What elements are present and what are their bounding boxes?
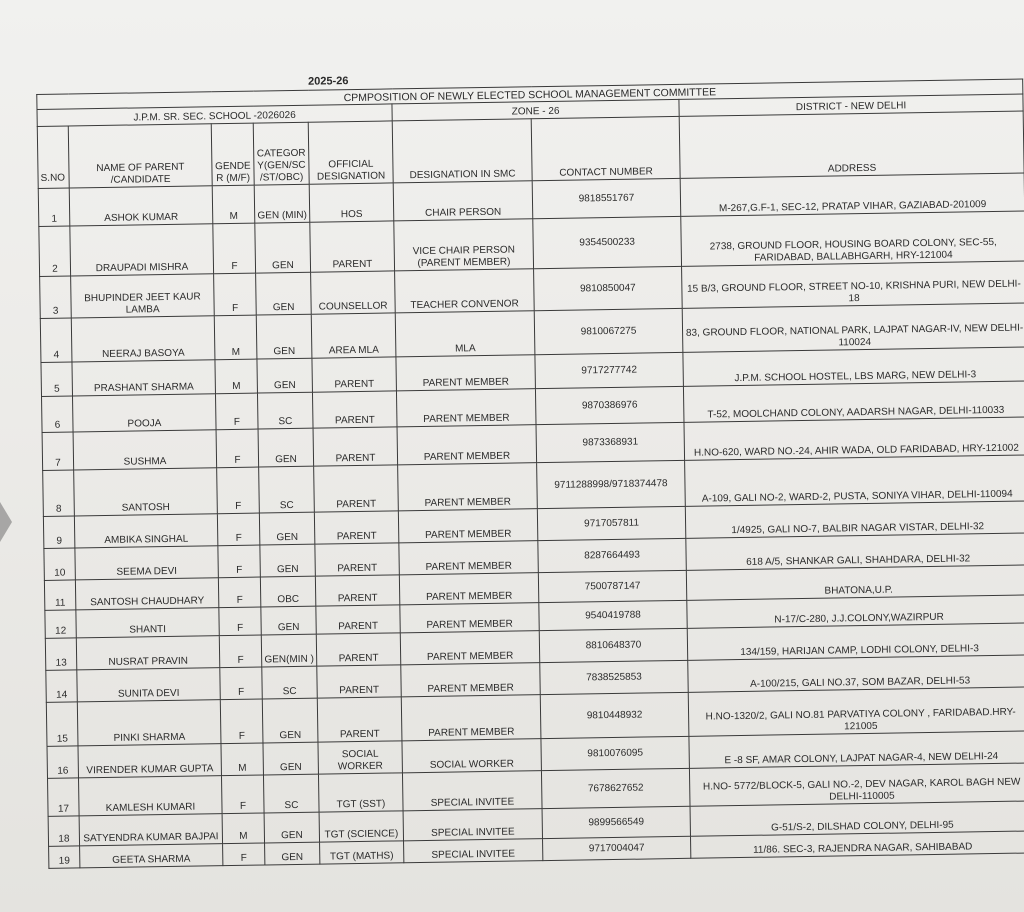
cell-sno: 16 bbox=[47, 746, 78, 778]
cell-gender: F bbox=[214, 273, 257, 316]
cell-smc-designation: PARENT MEMBER bbox=[401, 695, 541, 741]
cell-official-designation: TGT (MATHS) bbox=[320, 841, 404, 864]
cell-smc-designation: PARENT MEMBER bbox=[400, 631, 539, 665]
cell-contact: 9810067275 bbox=[534, 308, 683, 354]
cell-gender: F bbox=[217, 513, 259, 546]
cell-official-designation: AREA MLA bbox=[311, 313, 396, 358]
cell-gender: M bbox=[215, 359, 258, 394]
cell-category: GEN bbox=[263, 742, 318, 775]
cell-sno: 6 bbox=[42, 396, 74, 432]
cell-gender: F bbox=[220, 667, 262, 700]
cell-address: J.P.M. SCHOOL HOSTEL, LBS MARG, NEW DELHI-3 bbox=[683, 347, 1024, 386]
cell-smc-designation: SPECIAL INVITEE bbox=[404, 839, 543, 863]
document-year: 2025-26 bbox=[307, 75, 349, 88]
cell-contact: 9870386976 bbox=[535, 386, 684, 424]
cell-smc-designation: PARENT MEMBER bbox=[397, 425, 537, 465]
cell-smc-designation: PARENT MEMBER bbox=[396, 355, 536, 391]
header-category: CATEGOR Y(GEN/SC /ST/OBC) bbox=[253, 122, 309, 185]
cell-sno: 7 bbox=[42, 432, 74, 470]
cell-gender: M bbox=[221, 743, 263, 776]
cell-smc-designation: PARENT MEMBER bbox=[401, 663, 540, 697]
header-address: ADDRESS bbox=[679, 111, 1024, 178]
cell-gender: F bbox=[221, 775, 264, 814]
cell-sno: 1 bbox=[38, 188, 70, 226]
cell-official-designation: PARENT bbox=[313, 427, 398, 466]
cell-category: OBC bbox=[260, 576, 315, 607]
cell-official-designation: PARENT bbox=[310, 221, 395, 272]
cell-official-designation: PARENT bbox=[315, 575, 399, 606]
cell-name: AMBIKA SINGHAL bbox=[74, 514, 217, 548]
cell-smc-designation: SPECIAL INVITEE bbox=[403, 809, 542, 841]
cell-official-designation: PARENT bbox=[314, 465, 399, 512]
cell-gender: M bbox=[222, 813, 264, 844]
cell-name: VIRENDER KUMAR GUPTA bbox=[78, 744, 221, 778]
cell-smc-designation: PARENT MEMBER bbox=[398, 509, 537, 543]
cell-sno: 3 bbox=[40, 276, 72, 318]
cell-gender: M bbox=[212, 185, 255, 224]
cell-sno: 14 bbox=[46, 670, 77, 702]
cell-address: 15 B/3, GROUND FLOOR, STREET NO-10, KRISHNA PURI, NEW DELHI-18 bbox=[682, 261, 1024, 308]
cell-category: GEN bbox=[260, 544, 315, 577]
cell-address: T-52, MOOLCHAND COLONY, AADARSH NAGAR, DELHI-110033 bbox=[683, 381, 1024, 422]
cell-contact: 8810648370 bbox=[539, 628, 687, 662]
cell-sno: 11 bbox=[44, 580, 75, 610]
cell-name: SUSHMA bbox=[73, 430, 217, 470]
cell-contact: 9717057811 bbox=[537, 506, 685, 540]
cell-smc-designation: VICE CHAIR PERSON (PARENT MEMBER) bbox=[394, 219, 534, 271]
cell-gender: F bbox=[218, 545, 260, 578]
cell-name: SHANTI bbox=[76, 608, 219, 638]
cell-category: SC bbox=[262, 666, 317, 699]
cell-sno: 2 bbox=[39, 226, 71, 276]
cell-contact: 9717004047 bbox=[543, 836, 691, 860]
cell-official-designation: TGT (SST) bbox=[318, 773, 403, 812]
cell-smc-designation: SPECIAL INVITEE bbox=[402, 771, 542, 811]
cell-sno: 13 bbox=[45, 638, 76, 670]
cell-smc-designation: MLA bbox=[395, 311, 535, 357]
cell-sno: 15 bbox=[46, 702, 78, 746]
cell-smc-designation: PARENT MEMBER bbox=[400, 603, 539, 633]
cell-address: 83, GROUND FLOOR, NATIONAL PARK, LAJPAT NAGAR-IV, NEW DELHI-110024 bbox=[682, 303, 1024, 352]
cell-smc-designation: PARENT MEMBER bbox=[399, 541, 538, 575]
cell-category: GEN bbox=[259, 512, 314, 545]
cell-category: GEN bbox=[258, 428, 314, 467]
cell-contact: 9810850047 bbox=[534, 266, 683, 310]
cell-address: H.NO-1320/2, GALI NO.81 PARVATIYA COLONY , FARIDABAD.HRY-121005 bbox=[688, 687, 1024, 736]
cell-official-designation: SOCIAL WORKER bbox=[318, 741, 402, 774]
cell-official-designation: PARENT bbox=[316, 605, 400, 634]
cell-address: A-100/215, GALI NO.37, SOM BAZAR, DELHI-53 bbox=[688, 655, 1024, 692]
cell-address: A-109, GALI NO-2, WARD-2, PUSTA, SONIYA VIHAR, DELHI-110094 bbox=[685, 455, 1024, 506]
cell-category: GEN bbox=[256, 314, 312, 359]
cell-official-designation: PARENT bbox=[317, 697, 402, 742]
cell-category: GEN bbox=[255, 222, 311, 273]
cell-category: GEN bbox=[261, 606, 316, 635]
cell-sno: 10 bbox=[44, 548, 75, 580]
cell-name: PINKI SHARMA bbox=[77, 700, 221, 746]
cell-address: E -8 SF, AMAR COLONY, LAJPAT NAGAR-4, NEW DELHI-24 bbox=[689, 731, 1024, 768]
cell-category: SC bbox=[263, 774, 319, 813]
cell-name: ASHOK KUMAR bbox=[69, 186, 213, 226]
cell-official-designation: PARENT bbox=[314, 511, 398, 544]
cell-smc-designation: PARENT MEMBER bbox=[398, 463, 538, 511]
cell-contact: 9711288998/9718374478 bbox=[537, 460, 686, 508]
header-name: NAME OF PARENT /CANDIDATE bbox=[68, 124, 212, 188]
cell-gender: F bbox=[219, 607, 261, 636]
cell-official-designation: PARENT bbox=[317, 665, 401, 698]
cell-address: 134/159, HARIJAN CAMP, LODHI COLONY, DELHI-3 bbox=[687, 623, 1024, 660]
cell-address: H.NO-620, WARD NO.-24, AHIR WADA, OLD FARIDABAD, HRY-121002 bbox=[684, 417, 1024, 460]
smc-table bbox=[36, 78, 1024, 868]
cell-official-designation: PARENT bbox=[316, 633, 400, 666]
cell-sno: 18 bbox=[48, 816, 79, 846]
cell-contact: 9818551767 bbox=[532, 178, 681, 218]
cell-contact: 9354500233 bbox=[533, 216, 682, 268]
cell-name: BHUPINDER JEET KAUR LAMBA bbox=[71, 274, 215, 318]
cell-gender: F bbox=[216, 429, 259, 468]
cell-category: GEN bbox=[265, 842, 320, 865]
cell-official-designation: HOS bbox=[309, 183, 394, 222]
cell-category: SC bbox=[259, 466, 315, 513]
cell-official-designation: PARENT bbox=[315, 543, 399, 576]
cell-sno: 19 bbox=[49, 846, 80, 868]
cell-name: SATYENDRA KUMAR BAJPAI bbox=[79, 814, 222, 846]
cell-category: GEN bbox=[262, 698, 318, 743]
cell-smc-designation: PARENT MEMBER bbox=[399, 573, 538, 605]
cell-gender: F bbox=[215, 393, 258, 430]
cell-contact: 9717277742 bbox=[535, 352, 684, 388]
cell-contact: 9810076095 bbox=[541, 736, 689, 770]
smc-document bbox=[36, 63, 1024, 869]
cell-smc-designation: TEACHER CONVENOR bbox=[395, 269, 535, 313]
header-smc-designation: DESIGNATION IN SMC bbox=[392, 119, 532, 183]
cell-gender: F bbox=[220, 699, 263, 744]
cell-address: BHATONA,U.P. bbox=[686, 565, 1024, 600]
cell-smc-designation: PARENT MEMBER bbox=[396, 389, 536, 427]
header-sno: S.NO bbox=[37, 126, 69, 188]
cell-gender: M bbox=[214, 315, 257, 360]
cell-name: KAMLESH KUMARI bbox=[78, 776, 222, 816]
cell-address: G-51/S-2, DILSHAD COLONY, DELHI-95 bbox=[690, 801, 1024, 836]
cell-category: SC bbox=[257, 392, 313, 429]
cell-address: 11/86. SEC-3, RAJENDRA NAGAR, SAHIBABAD bbox=[690, 831, 1024, 858]
header-official-designation: OFFICIAL DESIGNATION bbox=[308, 121, 393, 184]
cell-address: 618 A/5, SHANKAR GALI, SHAHDARA, DELHI-32 bbox=[686, 533, 1024, 570]
cell-official-designation: PARENT bbox=[312, 357, 397, 392]
cell-contact: 9873368931 bbox=[536, 422, 685, 462]
cell-name: GEETA SHARMA bbox=[80, 844, 223, 868]
header-gender: GENDE R (M/F) bbox=[211, 123, 254, 186]
cell-name: SUNITA DEVI bbox=[77, 668, 220, 702]
district-label: DISTRICT - NEW DELHI bbox=[679, 94, 1023, 116]
cell-name: SEEMA DEVI bbox=[75, 546, 218, 580]
cell-category: GEN(MIN ) bbox=[261, 634, 316, 667]
cell-category: GEN bbox=[256, 272, 312, 315]
cell-contact: 7500787147 bbox=[538, 570, 686, 602]
cell-gender: F bbox=[217, 467, 260, 514]
cell-address: H.NO- 5772/BLOCK-5, GALI NO.-2, DEV NAGAR, KAROL BAGH NEW DELHI-110005 bbox=[689, 763, 1024, 806]
cell-official-designation: PARENT bbox=[312, 391, 397, 428]
cell-sno: 5 bbox=[41, 362, 73, 396]
cell-name: DRAUPADI MISHRA bbox=[70, 224, 214, 276]
cell-gender: F bbox=[223, 843, 265, 866]
cell-category: GEN bbox=[257, 358, 313, 393]
cell-category: GEN (MIN) bbox=[254, 184, 310, 223]
document-title: CPMPOSITION OF NEWLY ELECTED SCHOOL MANAGEMENT COMMITTEE bbox=[37, 79, 1023, 109]
zone-label: ZONE - 26 bbox=[392, 99, 679, 121]
cell-contact: 9540419788 bbox=[539, 600, 687, 630]
cell-name: PRASHANT SHARMA bbox=[72, 360, 216, 396]
cell-contact: 9899566549 bbox=[542, 806, 690, 838]
cell-sno: 17 bbox=[48, 778, 80, 816]
cell-address: N-17/C-280, J.J.COLONY,WAZIRPUR bbox=[687, 595, 1024, 628]
cell-gender: F bbox=[219, 635, 261, 668]
cell-name: POOJA bbox=[72, 394, 216, 432]
cell-sno: 12 bbox=[45, 610, 76, 638]
cell-sno: 8 bbox=[43, 470, 75, 516]
cell-official-designation: TGT (SCIENCE) bbox=[319, 811, 403, 842]
cell-name: SANTOSH bbox=[74, 468, 218, 516]
cell-smc-designation: CHAIR PERSON bbox=[393, 181, 533, 221]
cell-official-designation: COUNSELLOR bbox=[311, 271, 396, 314]
cell-contact: 7678627652 bbox=[541, 768, 690, 808]
cell-name: NEERAJ BASOYA bbox=[71, 316, 215, 362]
cell-name: NUSRAT PRAVIN bbox=[76, 636, 219, 670]
cell-address: 2738, GROUND FLOOR, HOUSING BOARD COLONY, SEC-55, FARIDABAD, BALLABHGARH, HRY-121004 bbox=[681, 211, 1024, 266]
cell-address: 1/4925, GALI NO-7, BALBIR NAGAR VISTAR, DELHI-32 bbox=[685, 501, 1024, 538]
cell-contact: 7838525853 bbox=[540, 660, 688, 694]
smc-table-body bbox=[38, 173, 1024, 868]
cell-address: M-267,G.F-1, SEC-12, PRATAP VIHAR, GAZIABAD-201009 bbox=[680, 173, 1024, 216]
cell-name: SANTOSH CHAUDHARY bbox=[75, 578, 218, 610]
cell-contact: 8287664493 bbox=[538, 538, 686, 572]
cell-contact: 9810448932 bbox=[540, 692, 689, 738]
cell-sno: 4 bbox=[40, 318, 72, 362]
header-contact: CONTACT NUMBER bbox=[531, 116, 680, 180]
cell-gender: F bbox=[213, 223, 256, 274]
cell-sno: 9 bbox=[43, 516, 74, 548]
school-name: J.P.M. SR. SEC. SCHOOL -2026026 bbox=[37, 104, 392, 127]
cell-category: GEN bbox=[264, 812, 319, 843]
cell-smc-designation: SOCIAL WORKER bbox=[402, 739, 541, 773]
cell-gender: F bbox=[218, 577, 260, 608]
